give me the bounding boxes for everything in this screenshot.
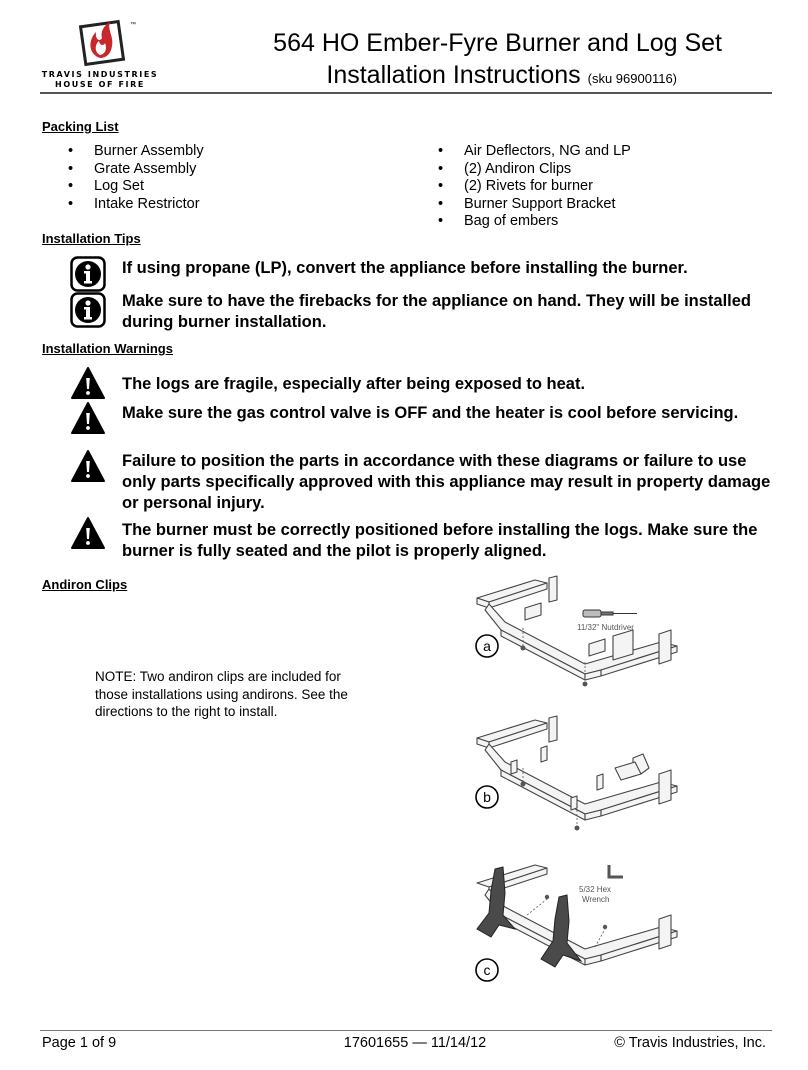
- tool-label-line-1: 5/32 Hex: [579, 885, 612, 894]
- step-label: c: [483, 962, 491, 978]
- warning-row: [70, 366, 770, 402]
- tip-row: [70, 292, 770, 331]
- copyright: © Travis Industries, Inc.: [614, 1035, 766, 1051]
- tool-label-line-2: Wrench: [582, 895, 610, 904]
- step-label: a: [483, 638, 491, 654]
- tip-text: Make sure to have the firebacks for the appliance on hand. They will be installed during burner installation.: [122, 292, 751, 331]
- step-label: b: [483, 789, 491, 805]
- warning-text: Make sure the gas control valve is OFF and the heater is cool before servicing.: [122, 404, 739, 422]
- warning-row: [70, 449, 771, 512]
- trademark-symbol: ™: [130, 22, 136, 28]
- sku-label: (sku 96900116): [587, 71, 677, 86]
- list-item: • Intake Restrictor: [42, 196, 372, 214]
- figure-b: [465, 710, 695, 865]
- page-number: Page 1 of 9: [42, 1035, 117, 1051]
- warning-text: Failure to position the parts in accordance with these diagrams or failure to use only parts specifically approved with this appliance may result in property damage or personal injury.: [122, 452, 771, 512]
- packing-list-heading: Packing List: [42, 119, 119, 134]
- warning-row: [70, 401, 770, 437]
- packing-list-right: [412, 143, 742, 231]
- subtitle-text: Installation Instructions: [326, 61, 581, 89]
- page-title: 564 HO Ember-Fyre Burner and Log Set: [273, 29, 722, 57]
- info-icon: [70, 292, 106, 328]
- warning-text: The burner must be correctly positioned before installing the logs. Make sure the burner is fully seated and the pilot is properly aligned.: [122, 521, 758, 560]
- brand-line-2: HOUSE OF FIRE: [55, 80, 145, 89]
- list-item: • Air Deflectors, NG and LP: [412, 143, 742, 161]
- warning-text: The logs are fragile, especially after being exposed to heat.: [122, 375, 586, 393]
- page-subtitle: [180, 60, 677, 94]
- tip-text: If using propane (LP), convert the appliance before installing the burner.: [122, 259, 688, 277]
- installation-warnings-heading: Installation Warnings: [42, 341, 173, 356]
- warning-row: [70, 516, 770, 560]
- tip-row: [70, 256, 770, 292]
- brand-name: [30, 70, 170, 90]
- warning-icon: [70, 449, 106, 483]
- installation-tips-heading: Installation Tips: [42, 231, 141, 246]
- list-item: • Grate Assembly: [42, 161, 372, 179]
- list-item: • Burner Support Bracket: [412, 196, 742, 214]
- header-divider: [40, 92, 772, 94]
- info-icon: [70, 256, 106, 292]
- warning-icon: [70, 516, 106, 550]
- list-item: • Log Set: [42, 178, 372, 196]
- warning-icon: [70, 366, 106, 400]
- document-id: 17601655 — 11/14/12: [343, 1035, 487, 1051]
- packing-list-left: [42, 143, 372, 213]
- list-item: • Bag of embers: [412, 213, 742, 231]
- tool-label: 11/32" Nutdriver: [577, 623, 634, 632]
- figure-c: [465, 855, 695, 1005]
- brand-line-1: TRAVIS INDUSTRIES: [41, 70, 159, 79]
- list-item: • (2) Andiron Clips: [412, 161, 742, 179]
- andiron-clips-heading: Andiron Clips: [42, 577, 128, 592]
- warning-icon: [70, 401, 106, 435]
- andiron-note: NOTE: Two andiron clips are included for those installations using andirons. See the directions to the right to install.: [95, 669, 348, 719]
- list-item: • Burner Assembly: [42, 143, 372, 161]
- list-item: • (2) Rivets for burner: [412, 178, 742, 196]
- footer-divider: [40, 1030, 772, 1031]
- figure-a: [465, 570, 695, 715]
